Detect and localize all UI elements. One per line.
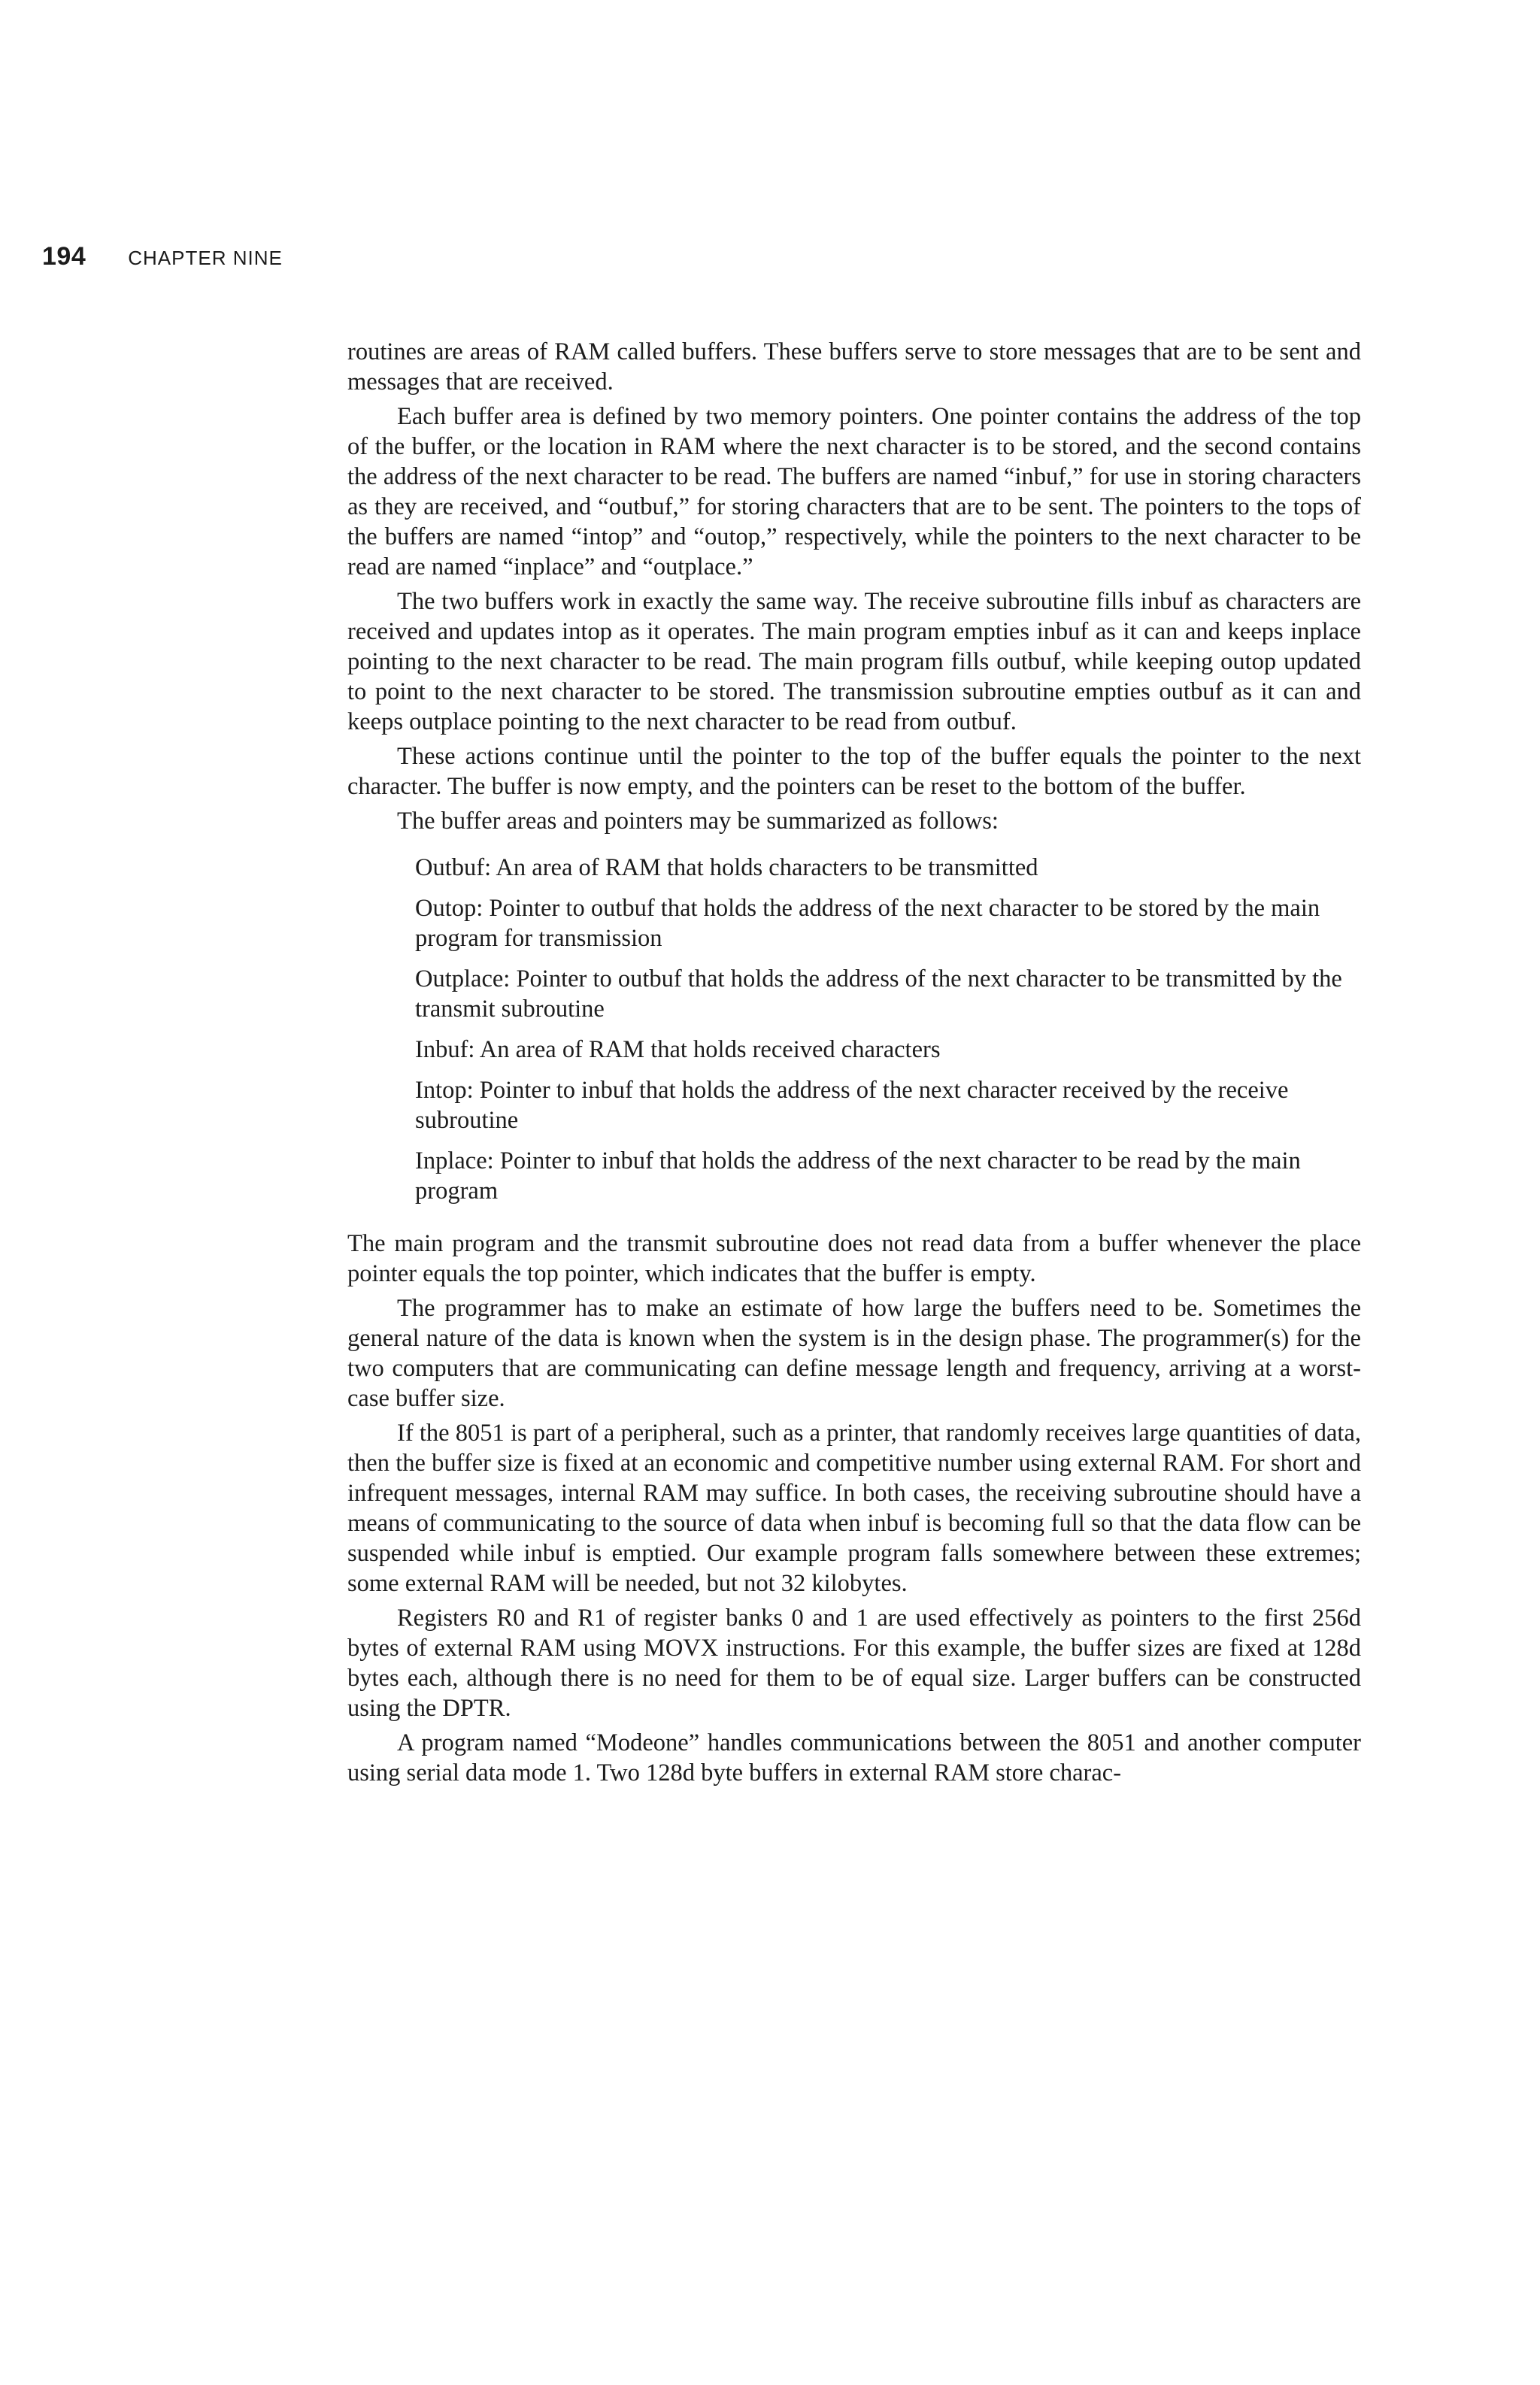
paragraph: The main program and the transmit subroutine does not read data from a buffer whenever the place pointer equals the top pointer, which indicates that the buffer is empty.: [347, 1230, 1361, 1287]
summary-list: [415, 853, 1355, 1206]
list-item: Intop: Pointer to inbuf that holds the address of the next character received by the receive subroutine: [415, 1077, 1289, 1134]
list-item: Outop: Pointer to outbuf that holds the address of the next character to be stored by the main program for transmission: [415, 895, 1320, 952]
page-header: [42, 242, 283, 275]
paragraph: If the 8051 is part of a peripheral, such as a printer, that randomly receives large quantities of data, then the buffer size is fixed at an economic and competitive number using external RAM. For short and infrequent messages, internal RAM may suffice. In both cases, the receiving subroutine should have a means of communicating to the source of data when inbuf is becoming full so that the data flow can be suspended while inbuf is emptied. Our example program falls somewhere between these extremes; some external RAM will be needed, but not 32 kilobytes.: [347, 1420, 1361, 1597]
list-item: Outplace: Pointer to outbuf that holds the address of the next character to be transmitted by the transmit subroutine: [415, 965, 1342, 1023]
list-item: Inbuf: An area of RAM that holds received characters: [415, 1036, 941, 1063]
paragraph: routines are areas of RAM called buffers. These buffers serve to store messages that are to be sent and messages that are received.: [347, 338, 1361, 395]
paragraph: The programmer has to make an estimate of how large the buffers need to be. Sometimes the general nature of the data is known when the system is in the design phase. The programmer(s) for the two computers that are communicating can define message length and frequency, arriving at a worst-case buffer size.: [347, 1295, 1361, 1412]
page-number: 194: [42, 242, 86, 271]
list-item: Inplace: Pointer to inbuf that holds the address of the next character to be read by the main program: [415, 1147, 1301, 1205]
paragraph: The two buffers work in exactly the same way. The receive subroutine fills inbuf as characters are received and updates intop as it operates. The main program empties inbuf as it can and keeps inplace pointing to the next character to be read. The main program fills outbuf, while keeping outop updated to point to the next character to be stored. The transmission subroutine empties outbuf as it can and keeps outplace pointing to the next character to be read from outbuf.: [347, 588, 1361, 735]
paragraph: These actions continue until the pointer to the top of the buffer equals the pointer to the next character. The buffer is now empty, and the pointers can be reset to the bottom of the buffer.: [347, 743, 1361, 800]
paragraph: A program named “Modeone” handles communications between the 8051 and another computer using serial data mode 1. Two 128d byte buffers in external RAM store charac-: [347, 1729, 1361, 1786]
paragraph: Registers R0 and R1 of register banks 0 and 1 are used effectively as pointers to the first 256d bytes of external RAM using MOVX instructions. For this example, the buffer sizes are fixed at 128d bytes each, although there is no need for them to be of equal size. Larger buffers can be constructed using the DPTR.: [347, 1605, 1361, 1722]
list-item: Outbuf: An area of RAM that holds characters to be transmitted: [415, 854, 1038, 881]
paragraph: Each buffer area is defined by two memory pointers. One pointer contains the address of the top of the buffer, or the location in RAM where the next character is to be stored, and the second contains the address of the next character to be read. The buffers are named “inbuf,” for use in storing characters as they are received, and “outbuf,” for storing characters that are to be sent. The pointers to the tops of the buffers are named “intop” and “outop,” respectively, while the pointers to the next character to be read are named “inplace” and “outplace.”: [347, 403, 1361, 580]
paragraph: The buffer areas and pointers may be summarized as follows:: [397, 808, 999, 835]
body-text: [347, 337, 1361, 1793]
running-head: CHAPTER NINE: [128, 247, 283, 269]
